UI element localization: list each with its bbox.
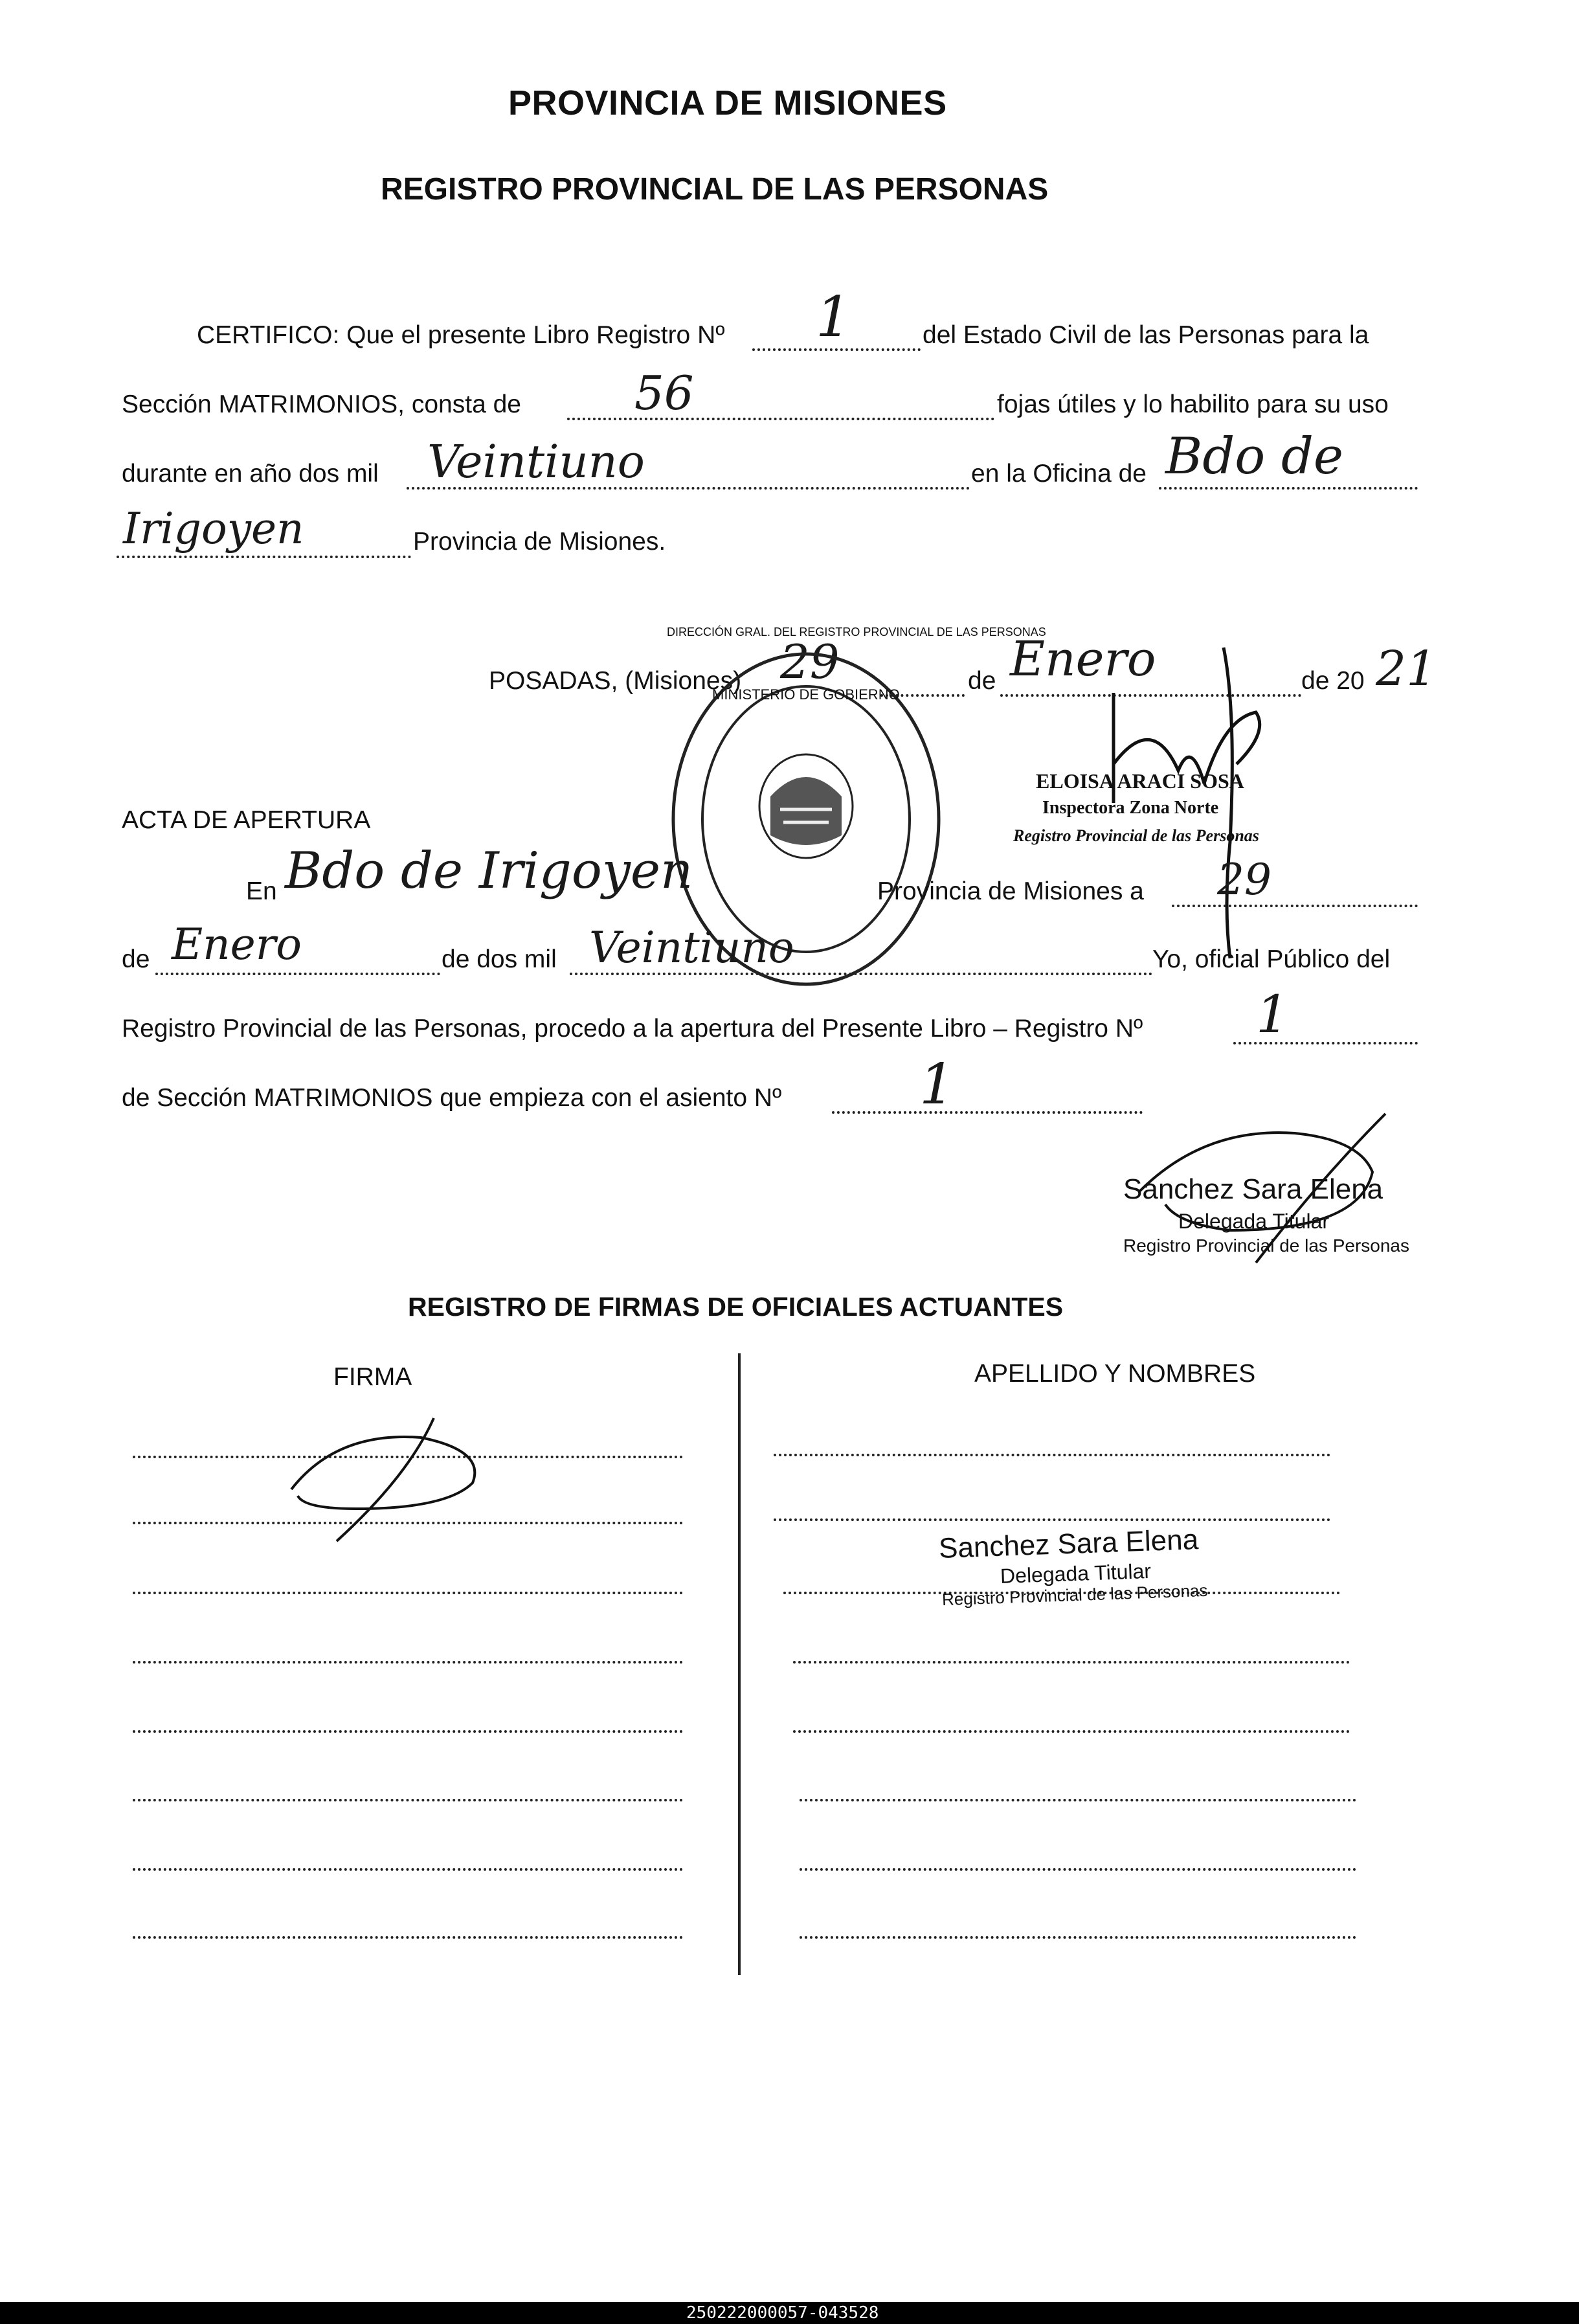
- registry-title: REGISTRO PROVINCIAL DE LAS PERSONAS: [381, 172, 1049, 207]
- date-place: POSADAS, (Misiones): [489, 667, 742, 695]
- apertura-en-label: En: [246, 877, 277, 905]
- handwritten-year-words: Veintiuno: [427, 435, 645, 488]
- scan-footer-bar: [0, 2302, 1579, 2324]
- handwritten-apertura-day: 29: [1217, 855, 1271, 905]
- seal-ring-text: DIRECCIÓN GRAL. DEL REGISTRO PROVINCIAL DE LAS PERSONAS: [667, 626, 1046, 638]
- apertura-line3: Registro Provincial de las Personas, procedo a la apertura del Presente Libro – Registro Nº: [122, 1015, 1143, 1043]
- cert-line1-a: CERTIFICO: Que el presente Libro Registro Nº: [197, 321, 725, 349]
- dotted-line: [567, 418, 994, 420]
- handwritten-book-number: 1: [816, 285, 851, 350]
- inspector-stamp-name: ELOISA ARACI SOSA: [1036, 769, 1244, 793]
- handwritten-apertura-entry: 1: [919, 1052, 955, 1117]
- handwritten-apertura-year: Veintiuno: [589, 923, 794, 973]
- apertura-oficial: Yo, oficial Público del: [1152, 945, 1391, 973]
- firma-row-line: [133, 1936, 683, 1939]
- nombre-row-line: [774, 1518, 1330, 1521]
- inspector-signature: [1075, 635, 1347, 971]
- seal-inner-text: MINISTERIO DE GOBIERNO: [712, 686, 900, 703]
- delegate-title: Delegada Titular: [1178, 1210, 1330, 1233]
- nombre-row-line: [774, 1454, 1330, 1456]
- handwritten-year-suffix: 21: [1376, 641, 1437, 697]
- inspector-stamp-office: Registro Provincial de las Personas: [1013, 826, 1259, 845]
- nombre-row-line: [800, 1936, 1356, 1939]
- firma-row-line: [133, 1661, 683, 1664]
- handwritten-folios: 56: [634, 366, 694, 420]
- cert-line4-b: Provincia de Misiones.: [413, 528, 666, 556]
- dotted-line: [155, 973, 440, 975]
- firma-row-line: [133, 1592, 683, 1594]
- date-de: de: [968, 667, 996, 695]
- firmas-col-firma: FIRMA: [333, 1363, 412, 1391]
- column-divider: [738, 1353, 741, 1975]
- nombre-row-line: [800, 1868, 1356, 1871]
- dotted-line: [570, 973, 1152, 975]
- cert-line2-b: fojas útiles y lo habilito para su uso: [997, 390, 1389, 418]
- apertura-de-label: de: [122, 945, 150, 973]
- handwritten-office-part1: Bdo de: [1165, 427, 1344, 486]
- firma-row-line: [133, 1730, 683, 1733]
- date-year-prefix: de 20: [1301, 667, 1365, 695]
- dotted-line: [1172, 905, 1418, 907]
- firmas-col-nombres: APELLIDO Y NOMBRES: [974, 1360, 1256, 1388]
- handwritten-apertura-book: 1: [1256, 984, 1289, 1044]
- nombre-row-line: [793, 1661, 1350, 1664]
- handwritten-apertura-place: Bdo de Irigoyen: [285, 842, 693, 900]
- inspector-stamp-role: Inspectora Zona Norte: [1042, 798, 1219, 818]
- handwritten-month: Enero: [1010, 631, 1156, 687]
- firma-row-line: [133, 1868, 683, 1871]
- cert-line3-b: en la Oficina de: [971, 460, 1147, 488]
- cert-line3-a: durante en año dos mil: [122, 460, 379, 488]
- delegate-name: Sanchez Sara Elena: [1123, 1173, 1383, 1205]
- firmas-entry-office: Registro Provincial de las Personas: [941, 1580, 1208, 1610]
- apertura-de-dos-mil: de dos mil: [442, 945, 557, 973]
- handwritten-apertura-month: Enero: [172, 919, 302, 969]
- delegate-office: Registro Provincial de las Personas: [1123, 1235, 1409, 1256]
- scan-code: 250222000057-043528: [686, 2303, 879, 2323]
- apertura-prov-label: Provincia de Misiones a: [877, 877, 1144, 905]
- cert-line1-b: del Estado Civil de las Personas para la: [923, 321, 1369, 349]
- firmas-heading: REGISTRO DE FIRMAS DE OFICIALES ACTUANTES: [408, 1292, 1064, 1322]
- firmas-entry-title: Delegada Titular: [1000, 1559, 1152, 1588]
- cert-line2-a: Sección MATRIMONIOS, consta de: [122, 390, 521, 418]
- nombre-row-line: [793, 1730, 1350, 1733]
- firma-signature: [278, 1412, 511, 1554]
- firma-row-line: [133, 1799, 683, 1801]
- dotted-line: [1159, 487, 1418, 490]
- handwritten-office-part2: Irigoyen: [123, 504, 304, 554]
- nombre-row-line: [800, 1799, 1356, 1801]
- firmas-entry-name: Sanchez Sara Elena: [938, 1524, 1199, 1564]
- province-title: PROVINCIA DE MISIONES: [508, 84, 947, 122]
- apertura-line4: de Sección MATRIMONIOS que empieza con el asiento Nº: [122, 1084, 782, 1112]
- apertura-heading: ACTA DE APERTURA: [122, 806, 371, 834]
- dotted-line: [117, 556, 411, 558]
- dotted-line: [832, 1111, 1143, 1114]
- handwritten-day: 29: [780, 635, 840, 689]
